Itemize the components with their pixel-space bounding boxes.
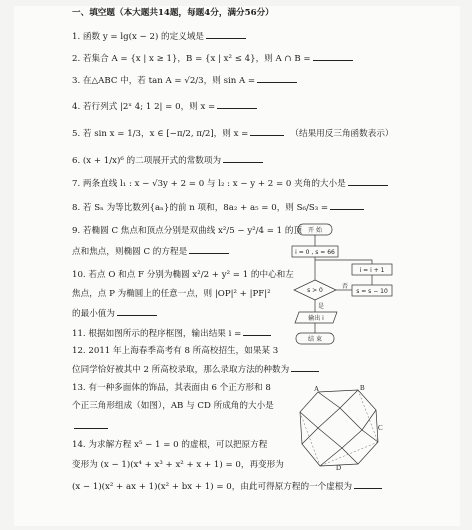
- answer-blank[interactable]: [354, 480, 382, 489]
- answer-blank[interactable]: [223, 154, 263, 163]
- question-2: 2. 若集合 A = {x | x ≥ 1}，B = {x | x² ≤ 4}，则 A ∩ B =: [72, 52, 353, 65]
- question-4: 4. 若行列式 |2ˣ 4; 1 2| = 0，则 x =: [72, 100, 257, 113]
- flow-output-label: 输出 i: [308, 315, 324, 322]
- question-1: 1. 函数 y = lg(x − 2) 的定义域是: [72, 30, 246, 43]
- question-10-line-1: 10. 若点 O 和点 F 分别为椭圆 x²/2 + y² = 1 的中心和左: [72, 270, 294, 280]
- flow-inc-label: i = i + 1: [359, 267, 385, 274]
- answer-blank[interactable]: [313, 52, 353, 61]
- question-9-line-2: 点和焦点，则椭圆 C 的方程是: [72, 245, 229, 258]
- question-14-line-3: (x − 1)(x² + ax + 1)(x² + bx + 1) = 0，由此可得原方程的一个虚根为: [72, 480, 382, 493]
- answer-blank[interactable]: [257, 74, 297, 83]
- answer-blank[interactable]: [291, 363, 319, 372]
- flow-update-label: s = s − 10: [356, 288, 388, 295]
- question-6: 6. (x + 1/x)⁶ 的二项展开式的常数项为: [72, 154, 263, 167]
- question-14-line-1: 14. 为求解方程 x⁵ − 1 = 0 的虚根，可以把原方程: [72, 440, 268, 450]
- flow-end-label: 结 束: [308, 336, 322, 343]
- flow-condition-label: s > 0: [307, 287, 323, 294]
- question-11: 11. 根据如图所示的程序框图，输出结果 i =: [72, 327, 271, 340]
- answer-blank[interactable]: [250, 127, 284, 136]
- vertex-label-b: B: [360, 384, 365, 392]
- question-14-line-2: 变形为 (x − 1)(x⁴ + x³ + x² + x + 1) = 0，再变形为: [72, 460, 284, 470]
- vertex-label-d: D: [336, 464, 342, 472]
- answer-blank[interactable]: [348, 177, 388, 186]
- question-13-line-1: 13. 有一种多面体的饰品，其表面由 6 个正方形和 8: [72, 383, 271, 393]
- flow-no-label: 否: [342, 283, 349, 290]
- question-12-line-1: 12. 2011 年上海春季高考有 8 所高校招生，如果某 3: [72, 346, 279, 356]
- vertex-label-a: A: [314, 385, 320, 393]
- question-7: 7. 两条直线 l₁ : x − √3y + 2 = 0 与 l₂ : x − y + 2 = 0 夹角的大小是: [72, 177, 388, 190]
- flow-init-label: i = 0 , s = 66: [295, 249, 335, 256]
- answer-blank[interactable]: [243, 327, 271, 336]
- question-8: 8. 若 Sₙ 为等比数列{aₙ}的前 n 项和，8a₂ + a₅ = 0，则 S₆/S₃ =: [72, 201, 364, 214]
- answer-blank[interactable]: [189, 245, 229, 254]
- answer-blank[interactable]: [117, 307, 157, 316]
- answer-blank[interactable]: [206, 30, 246, 39]
- question-13-line-3: [72, 420, 108, 433]
- question-5: 5. 若 sin x = 1/3，x ∈ [−π/2, π/2]，则 x = （结果用反三角函数表示）: [72, 129, 394, 139]
- question-3: 3. 在△ABC 中，若 tan A = √2/3，则 sin A =: [72, 74, 297, 87]
- polyhedron-figure: [296, 384, 384, 472]
- question-9-line-1: 9. 若椭圆 C 焦点和顶点分别是双曲线 x²/5 − y²/4 = 1 的顶: [72, 226, 303, 236]
- answer-blank[interactable]: [330, 201, 364, 210]
- question-10-line-3: 的最小值为: [72, 307, 157, 320]
- question-10-line-2: 焦点，点 P 为椭圆上的任意一点，则 |OP|² + |PF|²: [72, 289, 271, 299]
- vertex-label-c: C: [378, 424, 383, 432]
- answer-blank[interactable]: [217, 100, 257, 109]
- flow-start-label: 开 始: [308, 227, 322, 234]
- flow-yes-label: 是: [318, 303, 325, 310]
- answer-blank[interactable]: [74, 420, 108, 429]
- question-12-line-2: 位同学恰好被其中 2 所高校录取，那么录取方法的种数为: [72, 363, 319, 376]
- question-13-line-2: 个正三角形组成（如图），AB 与 CD 所成角的大小是: [72, 401, 274, 411]
- program-flowchart: [290, 222, 400, 350]
- section-header: 一、填空题（本大题共14题，每题4分，满分56分）: [72, 8, 274, 18]
